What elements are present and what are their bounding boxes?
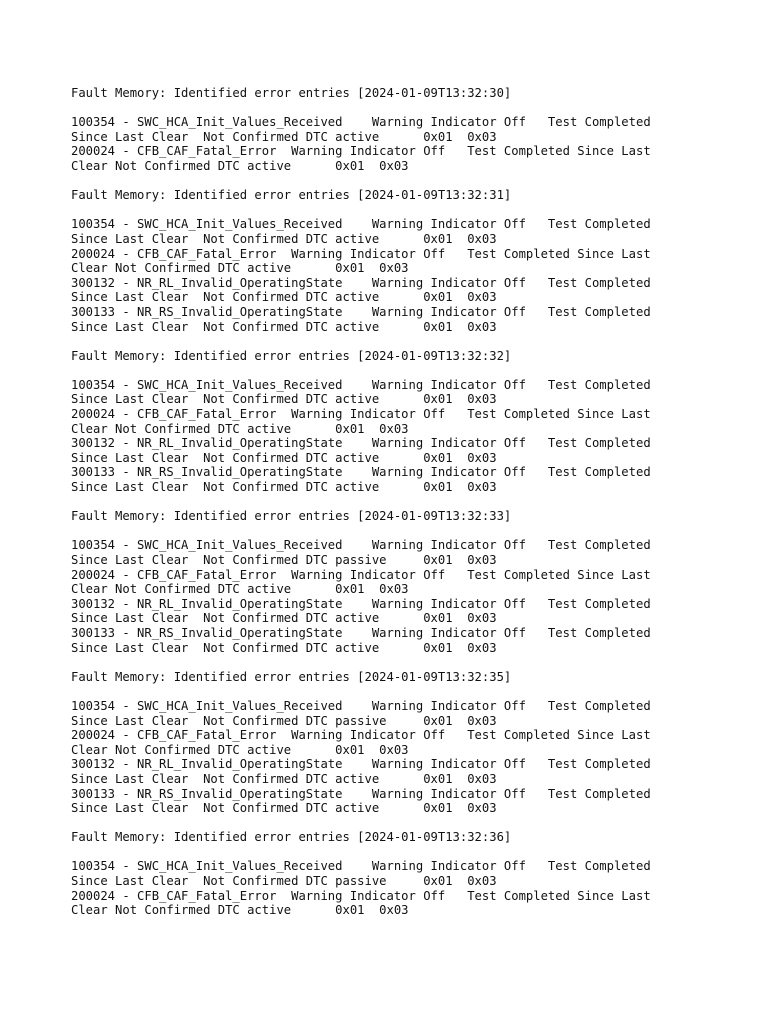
log-entry-line: Since Last Clear Not Confirmed DTC passive 0x01 0x03: [71, 874, 497, 889]
log-entry-line: Clear Not Confirmed DTC active 0x01 0x03: [71, 903, 409, 918]
log-header-line: Fault Memory: Identified error entries [2024-01-09T13:32:36]: [71, 830, 512, 845]
log-entry-line: 200024 - CFB_CAF_Fatal_Error Warning Indicator Off Test Completed Since Last: [71, 246, 651, 261]
log-entry-line: Since Last Clear Not Confirmed DTC active 0x01 0x03: [71, 801, 497, 816]
log-entry-line: 200024 - CFB_CAF_Fatal_Error Warning Indicator Off Test Completed Since Last: [71, 407, 651, 422]
log-header-line: Fault Memory: Identified error entries [2024-01-09T13:32:33]: [71, 509, 512, 524]
log-header-line: Fault Memory: Identified error entries [2024-01-09T13:32:35]: [71, 669, 512, 684]
log-entry-line: Since Last Clear Not Confirmed DTC passive 0x01 0x03: [71, 713, 497, 728]
log-entries-block: [71, 859, 731, 917]
log-entry-line: Since Last Clear Not Confirmed DTC active 0x01 0x03: [71, 129, 497, 144]
log-entry-line: Since Last Clear Not Confirmed DTC active 0x01 0x03: [71, 290, 497, 305]
log-entry-line: 300132 - NR_RL_Invalid_OperatingState Warning Indicator Off Test Completed: [71, 757, 651, 772]
log-section-header: [71, 349, 731, 364]
log-entry-line: 300132 - NR_RL_Invalid_OperatingState Warning Indicator Off Test Completed: [71, 436, 651, 451]
log-entry-line: 100354 - SWC_HCA_Init_Values_Received Warning Indicator Off Test Completed: [71, 217, 651, 232]
log-entry-line: Since Last Clear Not Confirmed DTC active 0x01 0x03: [71, 450, 497, 465]
log-entry-line: Clear Not Confirmed DTC active 0x01 0x03: [71, 158, 409, 173]
log-entry-line: Since Last Clear Not Confirmed DTC passive 0x01 0x03: [71, 553, 497, 567]
log-entry-line: 300133 - NR_RS_Invalid_OperatingState Warning Indicator Off Test Completed: [71, 465, 651, 480]
log-entry-line: 100354 - SWC_HCA_Init_Values_Received Warning Indicator Off Test Completed: [71, 698, 651, 713]
log-entry-line: 300132 - NR_RL_Invalid_OperatingState Warning Indicator Off Test Completed: [71, 596, 651, 611]
log-header-line: Fault Memory: Identified error entries [2024-01-09T13:32:32]: [71, 348, 512, 363]
log-entry-line: Since Last Clear Not Confirmed DTC active 0x01 0x03: [71, 231, 497, 246]
log-entry-line: Since Last Clear Not Confirmed DTC active 0x01 0x03: [71, 480, 497, 495]
log-entry-line: Clear Not Confirmed DTC active 0x01 0x03: [71, 742, 409, 757]
log-entry-line: Since Last Clear Not Confirmed DTC active 0x01 0x03: [71, 611, 497, 626]
log-entry-line: Clear Not Confirmed DTC active 0x01 0x03: [71, 582, 409, 597]
log-entry-line: 100354 - SWC_HCA_Init_Values_Received Warning Indicator Off Test Completed: [71, 115, 651, 130]
log-entries-block: [71, 699, 731, 816]
log-entries-block: [71, 217, 731, 334]
log-entries-block: [71, 115, 731, 173]
log-section-header: [71, 670, 731, 685]
log-entry-line: Clear Not Confirmed DTC active 0x01 0x03: [71, 421, 409, 436]
log-header-line: Fault Memory: Identified error entries [2024-01-09T13:32:30]: [71, 86, 512, 100]
log-entries-block: [71, 378, 731, 495]
log-section-header: [71, 509, 731, 524]
log-entry-line: 200024 - CFB_CAF_Fatal_Error Warning Indicator Off Test Completed Since Last: [71, 888, 651, 903]
log-entries-block: [71, 538, 731, 655]
log-entry-line: Clear Not Confirmed DTC active 0x01 0x03: [71, 261, 409, 276]
log-entry-line: 100354 - SWC_HCA_Init_Values_Received Warning Indicator Off Test Completed: [71, 859, 651, 874]
log-entry-line: 300133 - NR_RS_Invalid_OperatingState Warning Indicator Off Test Completed: [71, 304, 651, 319]
log-entry-line: Since Last Clear Not Confirmed DTC active 0x01 0x03: [71, 392, 497, 407]
log-section-header: [71, 188, 731, 203]
log-section-header: [71, 86, 731, 101]
log-entry-line: 300132 - NR_RL_Invalid_OperatingState Warning Indicator Off Test Completed: [71, 275, 651, 290]
log-entry-line: Since Last Clear Not Confirmed DTC active 0x01 0x03: [71, 319, 497, 334]
log-entry-line: 300133 - NR_RS_Invalid_OperatingState Warning Indicator Off Test Completed: [71, 625, 651, 640]
log-entry-line: 100354 - SWC_HCA_Init_Values_Received Warning Indicator Off Test Completed: [71, 538, 651, 553]
log-header-line: Fault Memory: Identified error entries [2024-01-09T13:32:31]: [71, 188, 512, 203]
log-entry-line: 200024 - CFB_CAF_Fatal_Error Warning Indicator Off Test Completed Since Last: [71, 567, 651, 582]
fault-memory-log: [71, 86, 731, 932]
log-entry-line: 100354 - SWC_HCA_Init_Values_Received Warning Indicator Off Test Completed: [71, 377, 651, 392]
log-entry-line: Since Last Clear Not Confirmed DTC active 0x01 0x03: [71, 771, 497, 786]
log-entry-line: 200024 - CFB_CAF_Fatal_Error Warning Indicator Off Test Completed Since Last: [71, 144, 651, 159]
log-entry-line: 200024 - CFB_CAF_Fatal_Error Warning Indicator Off Test Completed Since Last: [71, 728, 651, 743]
log-section-header: [71, 830, 731, 845]
log-entry-line: 300133 - NR_RS_Invalid_OperatingState Warning Indicator Off Test Completed: [71, 786, 651, 801]
log-entry-line: Since Last Clear Not Confirmed DTC active 0x01 0x03: [71, 640, 497, 655]
